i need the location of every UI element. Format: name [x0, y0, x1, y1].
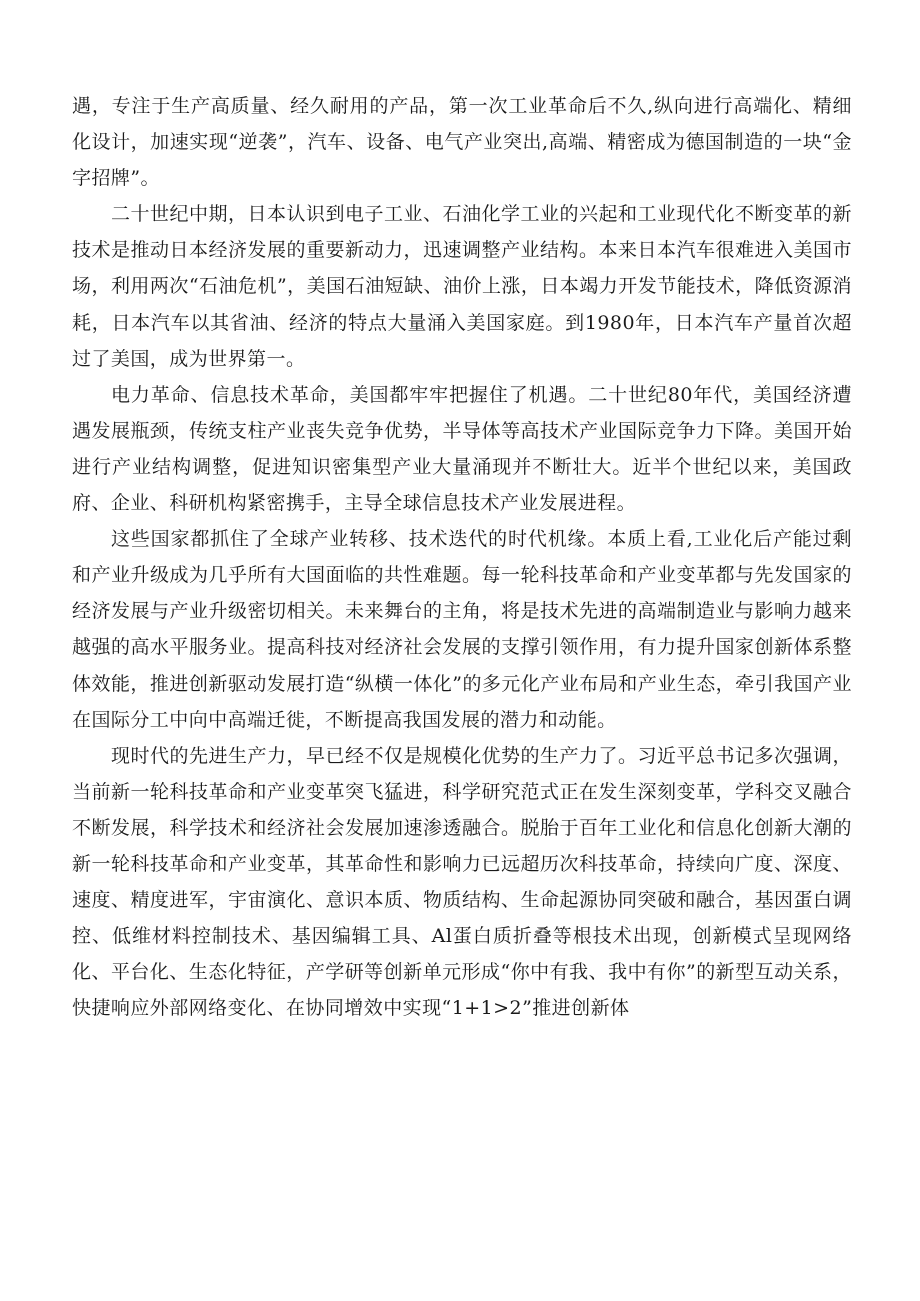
paragraph-3: 电力革命、信息技术革命，美国都牢牢把握住了机遇。二十世纪80年代，美国经济遭遇发展瓶颈，传统支柱产业丧失竞争优势，半导体等高技术产业国际竞争力下降。美国开始进行产业结构调整，促进知识密集型产业大量涌现并不断壮大。近半个世纪以来，美国政府、企业、科研机构紧密携手，主导全球信息技术产业发展进程。: [72, 383, 852, 515]
paragraph-1: 遇，专注于生产高质量、经久耐用的产品，第一次工业革命后不久,纵向进行高端化、精细化设计，加速实现“逆袭”，汽车、设备、电气产业突出,高端、精密成为德国制造的一块“金字招牌”。: [72, 95, 852, 190]
paragraph-4: 这些国家都抓住了全球产业转移、技术迭代的时代机缘。本质上看,工业化后产能过剩和产业升级成为几乎所有大国面临的共性难题。每一轮科技革命和产业变革都与先发国家的经济发展与产业升级密切相关。未来舞台的主角，将是技术先进的高端制造业与影响力越来越强的高水平服务业。提高科技对经济社会发展的支撑引领作用，有力提升国家创新体系整体效能，推进创新驱动发展打造“纵横一体化”的多元化产业布局和产业生态，牵引我国产业在国际分工中向中高端迁徙，不断提高我国发展的潜力和动能。: [72, 528, 852, 731]
document-body: [72, 88, 852, 1026]
paragraph-5: 现时代的先进生产力，早已经不仅是规模化优势的生产力了。习近平总书记多次强调，当前新一轮科技革命和产业变革突飞猛进，科学研究范式正在发生深刻变革，学科交叉融合不断发展，科学技术和经济社会发展加速渗透融合。脱胎于百年工业化和信息化创新大潮的新一轮科技革命和产业变革，其革命性和影响力已远超历次科技革命，持续向广度、深度、速度、精度进军，宇宙演化、意识本质、物质结构、生命起源协同突破和融合，基因蛋白调控、低维材料控制技术、基因编辑工具、Al蛋白质折叠等根技术出现，创新模式呈现网络化、平台化、生态化特征，产学研等创新单元形成“你中有我、我中有你”的新型互动关系，快捷响应外部网络变化、在协同增效中实现“1+1>2”推进创新体: [72, 744, 852, 1020]
paragraph-2: 二十世纪中期，日本认识到电子工业、石油化学工业的兴起和工业现代化不断变革的新技术是推动日本经济发展的重要新动力，迅速调整产业结构。本来日本汽车很难进入美国市场，利用两次“石油危机”，美国石油短缺、油价上涨，日本竭力开发节能技术，降低资源消耗，日本汽车以其省油、经济的特点大量涌入美国家庭。到1980年，日本汽车产量首次超过了美国，成为世界第一。: [72, 203, 852, 370]
